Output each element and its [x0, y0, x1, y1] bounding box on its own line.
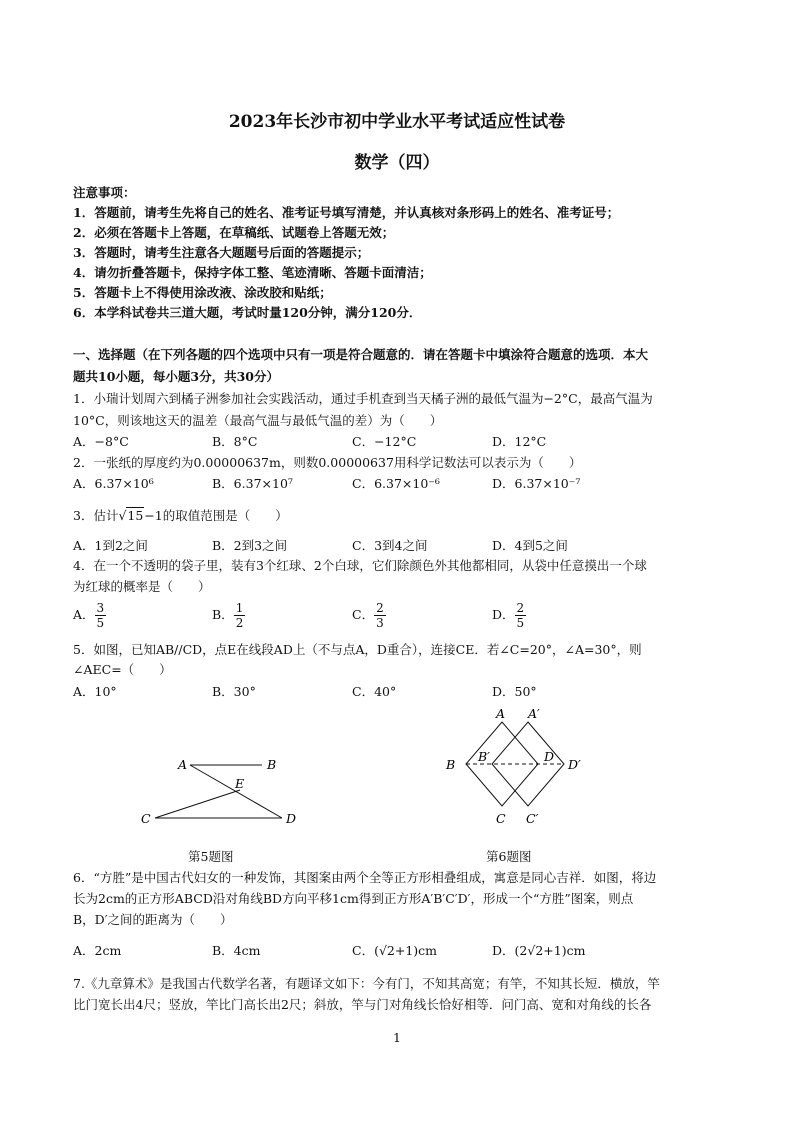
q3-option-d: D．4到5之间	[492, 538, 568, 553]
label-c: C	[496, 811, 506, 826]
q6-line2: 长为2cm的正方形ABCD沿对角线BD方向平移1cm得到正方形A′B′C′D′，形成一个“方胜”图案，则点	[73, 891, 634, 906]
label-d: D	[544, 749, 555, 764]
label-e: E	[235, 776, 245, 791]
q7-line1: 7.《九章算术》是我国古代数学名著，有题译文如下：今有门，不知其高宽；有竿，不知其长短．横放，竿	[73, 976, 660, 991]
denominator: 3	[376, 616, 384, 630]
q7-line2: 比门宽长出4尺；竖放，竿比门高长出2尺；斜放，竿与门对角线长恰好相等．问门高、宽和对角线的长各	[73, 997, 652, 1012]
segment-ce	[155, 790, 240, 818]
q2-option-d: D．6.37×10⁻⁷	[492, 476, 581, 491]
q2-option-c: C．6.37×10⁻⁶	[352, 476, 440, 491]
label-d-prime: D′	[568, 757, 581, 772]
exam-subtitle: 数学（四）	[354, 153, 440, 173]
fraction	[515, 601, 527, 630]
q5-line2: ∠AEC=（ ）	[73, 662, 172, 677]
figure-5-diagram	[130, 750, 310, 835]
numerator: 2	[376, 601, 384, 615]
q1-option-b: B．8°C	[212, 434, 258, 449]
fraction	[234, 601, 246, 630]
note-item: 1．答题前，请考生先将自己的姓名、准考证号填写清楚，并认真核对条形码上的姓名、准考证号；	[73, 205, 620, 220]
label-b-prime: B′	[478, 749, 491, 764]
q3-stem-pre: 3．估计	[73, 508, 119, 523]
q5-option-d: D．50°	[492, 684, 537, 699]
sqrt-symbol: √	[118, 508, 127, 523]
q3-option-a: A．1到2之间	[73, 538, 148, 553]
q5-line1: 5．如图，已知AB//CD，点E在线段AD上（不与点A，D重合），连接CE．若∠C=20°，∠A=30°，则	[73, 642, 642, 657]
q4-option-d	[492, 601, 526, 630]
q1-option-a: A．−8°C	[73, 434, 129, 449]
q5-option-a: A．10°	[73, 684, 117, 699]
q4-line2: 为红球的概率是（ ）	[73, 579, 211, 594]
figure-6-diagram	[440, 702, 610, 832]
q4-option-c	[352, 601, 386, 630]
option-label: B．	[212, 607, 234, 622]
q2-line1: 2．一张纸的厚度约为0.00000637m，则数0.00000637用科学记数法可以表示为（ ）	[73, 455, 582, 470]
q1-line1: 1．小瑞计划周六到橘子洲参加社会实践活动，通过手机查到当天橘子洲的最低气温为−2°C，最高气温为	[73, 391, 653, 406]
exam-title: 2023年长沙市初中学业水平考试适应性试卷	[228, 112, 566, 132]
fraction	[95, 601, 107, 630]
option-label: C．	[352, 607, 375, 622]
label-b: B	[446, 757, 456, 772]
section1-heading-line2: 题共10小题，每小题3分，共30分）	[73, 369, 279, 384]
q4-option-a	[73, 601, 106, 630]
q5-option-b: B．30°	[212, 684, 256, 699]
numerator: 3	[96, 601, 105, 615]
q6-option-d: D．(2√2+1)cm	[492, 943, 586, 958]
label-a-prime: A′	[528, 706, 540, 721]
note-item: 5．答题卡上不得使用涂改液、涂改胶和贴纸；	[73, 285, 332, 300]
q1-option-d: D．12°C	[492, 434, 547, 449]
q2-option-a: A．6.37×10⁶	[73, 476, 154, 491]
figure-5-caption: 第5题图	[188, 849, 234, 864]
numerator: 2	[516, 601, 525, 615]
label-b: B	[267, 757, 277, 772]
q6-option-b: B．4cm	[212, 943, 261, 958]
note-item: 2．必须在答题卡上答题，在草稿纸、试题卷上答题无效；	[73, 225, 395, 240]
q6-line1: 6．“方胜”是中国古代妇女的一种发饰，其图案由两个全等正方形相叠组成，寓意是同心吉祥．如图，将边	[73, 870, 657, 885]
q3-stem-post: −1的取值范围是（ ）	[144, 508, 288, 523]
figure-6-caption: 第6题图	[486, 849, 532, 864]
q1-line2: 10°C，则该地这天的温差（最高气温与最低气温的差）为（ ）	[73, 413, 443, 428]
q3-radicand: 15	[127, 508, 144, 523]
note-item: 6．本学科试卷共三道大题，考试时量120分钟，满分120分．	[73, 305, 422, 320]
option-label: D．	[492, 607, 515, 622]
note-item: 3．答题时，请考生注意各大题题号后面的答题提示；	[73, 245, 370, 260]
label-c-prime: C′	[526, 811, 539, 826]
note-item: 4．请勿折叠答题卡，保持字体工整、笔迹清晰、答题卡面清洁；	[73, 265, 432, 280]
page-number: 1	[393, 1030, 401, 1045]
q1-option-c: C．−12°C	[352, 434, 417, 449]
q6-option-a: A．2cm	[73, 943, 122, 958]
label-a: A	[496, 706, 506, 721]
label-c: C	[141, 811, 151, 826]
q3-option-b: B．2到3之间	[212, 538, 288, 553]
q5-option-c: C．40°	[352, 684, 397, 699]
q6-option-c: C．(√2+1)cm	[352, 943, 438, 958]
q4-line1: 4．在一个不透明的袋子里，装有3个红球、2个白球，它们除颜色外其他都相同，从袋中任意摸出一个球	[73, 558, 647, 573]
q2-option-b: B．6.37×10⁷	[212, 476, 293, 491]
section1-heading-line1: 一、选择题（在下列各题的四个选项中只有一项是符合题意的．请在答题卡中填涂符合题意的选项．本大	[73, 347, 649, 362]
q4-option-b	[212, 601, 245, 630]
numerator: 1	[235, 601, 244, 615]
q3-option-c: C．3到4之间	[352, 538, 428, 553]
denominator: 5	[96, 616, 105, 630]
q3-stem	[73, 507, 288, 524]
denominator: 5	[516, 616, 525, 630]
label-d: D	[286, 811, 297, 826]
label-a: A	[178, 757, 188, 772]
denominator: 2	[235, 616, 244, 630]
notes-heading: 注意事项：	[73, 185, 136, 200]
fraction	[374, 601, 386, 630]
q6-line3: B，D′之间的距离为（ ）	[73, 912, 233, 927]
option-label: A．	[73, 607, 95, 622]
